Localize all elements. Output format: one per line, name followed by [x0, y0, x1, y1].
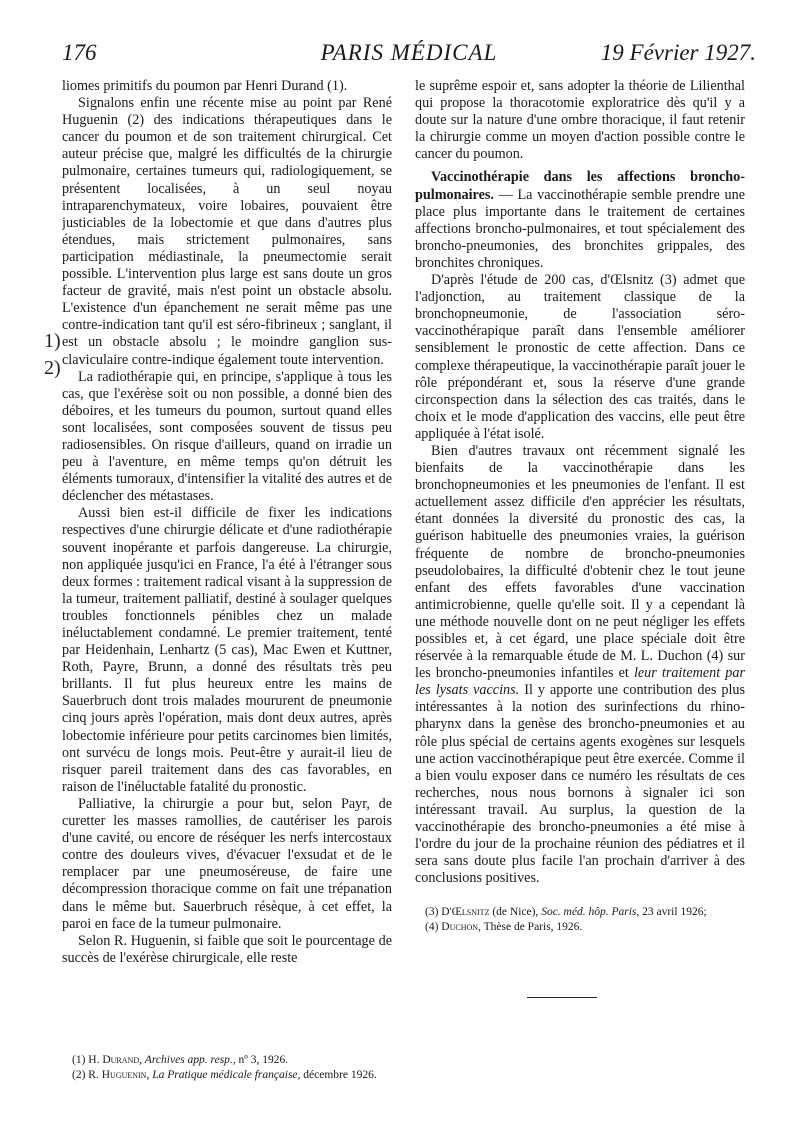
footnote-1: (1) H. Durand, Archives app. resp., nº 3, 1926. [72, 1054, 289, 1066]
issue-date: 19 Février 1927. [600, 40, 756, 65]
paragraph: Bien d'autres travaux ont récemment signalé les bienfaits de la vaccinothérapie dans les bronchopneumonies et les pneumonies de l'enfant. Il est actuellement assez difficile d'en apprécier les résultats, étant données la diversité du pronostic des cas, la guérison habituelle des pneumonies vraies, la guérison fréquente de nombre de broncho-pneumonies pseudolobaires, la difficulté d'obtenir chez le tout jeune enfant des effets favorables d'une vaccination antimicrobienne, quelle qu'elle soit. Il y a cependant là une méthode nouvelle dont on ne peut négliger les effets possibles et, à cet égard, une place spéciale doit être réservée à la remarquable étude de M. L. Duchon (4) sur les broncho-pneumonies infantiles et leur traitement par les lysats vaccins. Il y apporte une contribution des plus intéressantes à la notion des surinfections du rhino-pharynx dans la genèse des broncho-pneumonies et au rôle plus spécial de certains agents exogènes sur lesquels une action vaccinothérapique peut être exercée. Comme il a bien voulu exposer dans ce numéro les résultats de ces recherches, nous nous bornons à signaler ici son intéressant travail. Au surplus, la question de la vaccinothérapie des broncho-pneumonies a été mise à l'ordre du jour de la prochaine réunion des pédiatres et il sera sans doute plus facile l'an prochain d'arriver à des conclusions positives. [415, 442, 746, 887]
paragraph: D'après l'étude de 200 cas, d'Œlsnitz (3) admet que l'adjonction, au traitement classique de la bronchopneumonie, de l'association séro-vaccinothérapique paraît dans l'ensemble améliorer sensiblement le pronostic de cette affection. Dans ce complexe thérapeutique, la vaccinothérapie paraît jouer le rôle prépondérant et, sous la réserve d'une grande circonspection dans la sélection des cas traités, dans le choix et le mode d'application des vaccins, elle peut être appliquée à l'état isolé. [415, 272, 745, 442]
paragraph: Selon R. Huguenin, si faible que soit le pourcentage de succès de l'exérèse chirurgicale, elle reste [62, 932, 392, 966]
paragraph: liomes primitifs du poumon par Henri Durand (1). [62, 78, 348, 94]
left-footnotes [62, 1053, 392, 1082]
paragraph: Palliative, la chirurgie a pour but, selon Payr, de curetter les masses ramollies, de cautériser les parois d'une cavité, ou encore de réséquer les nerfs intercostaux contre des douleurs vives, d'évacuer l'exsudat et de le remplacer par une pneumoséreuse, de faire une décompression thoracique comme on fait une trépanation dans le même but. Sauerbruch résèque, à cet effet, la paroi en face de la tumeur pulmonaire. [62, 795, 392, 932]
footnote-4: (4) Duchon, Thèse de Paris, 1926. [425, 920, 583, 933]
margin-annotation-1: 1) [44, 330, 61, 352]
journal-title: PARIS MÉDICAL [320, 40, 498, 65]
paragraph: Signalons enfin une récente mise au point par René Huguenin (2) des indications thérapeutiques dans le cancer du poumon et de son traitement chirurgical. Cet auteur précise que, malgré les difficultés de la chirurgie pulmonaire, certaines tumeurs qui, radiologiquement, se présentent localisées, à un seul noyau intraparenchymateux, voire lobaires, pouvaient être justiciables de la lobectomie et que dans d'autres plus étendues, mais strictement pulmonaires, sans participation médiastinale, la pneumectomie serait possible. L'intervention plus large est sans doute un gros facteur de gravité, mais n'est point un obstacle absolu. L'existence d'un épanchement ne serait même pas une contre-indication tant qu'il est séro-fibrineux ; sanglant, il est un obstacle absolu ; le moindre ganglion sus-claviculaire contre-indique également toute intervention. [62, 95, 392, 368]
paragraph: le suprême espoir et, sans adopter la théorie de Lilienthal qui propose la thoracotomie exploratrice dès qu'il y a doute sur la nature d'une ombre thoracique, il faut retenir la chirurgie comme un moyen d'action possible contre le cancer du poumon. [415, 78, 745, 163]
right-footnotes [415, 905, 745, 934]
section-heading: Vaccinothérapie dans les affections broncho-pulmonaires. [415, 169, 745, 203]
left-column [62, 78, 392, 1046]
footnote-3: (3) D'Œlsnitz (de Nice), Soc. méd. hôp. Paris, 23 avril 1926; [425, 906, 707, 918]
section-paragraph: Vaccinothérapie dans les affections broncho-pulmonaires. — La vaccinothérapie semble prendre une place plus importante dans le traitement de certaines affections broncho-pulmonaires, et tout spécialement des broncho-pneumonies, des bronchites grippales, des bronchites chroniques. [415, 169, 745, 271]
end-rule-divider [527, 997, 597, 998]
margin-annotation-2: 2) [44, 357, 61, 379]
paragraph: Aussi bien est-il difficile de fixer les indications respectives d'une chirurgie délicate et d'une radiothérapie souvent inopérante et parfois dangereuse. La chirurgie, non appliquée jusqu'ici en France, l'a été à l'étranger sous deux formes : traitement radical visant à la suppression de la tumeur, traitement palliatif, destiné à soulager quelques troubles fonctionnels pénibles chez un malade inéluctablement condamné. Le premier traitement, tenté par Heidenhain, Lenhartz (5 cas), Mac Ewen et Kuttner, Roth, Payre, Brunn, a donné des résultats très peu brillants. Il fut plus heureux entre les mains de Sauerbruch dont trois malades moururent de pneumonie cinq jours après l'opération, mais dont deux autres, après lobectomie inférieure pour petits carcinomes bien limités, ont survécu de longs mois. Peut-être y aurait-il lieu de risquer pareil traitement dans des cas favorables, en raison de l'inéluctable fatalité du pronostic. [62, 505, 392, 795]
footnote-2: (2) R. Huguenin, La Pratique médicale française, décembre 1926. [72, 1068, 377, 1081]
right-column [415, 78, 745, 887]
page-header [62, 40, 756, 74]
paragraph: La radiothérapie qui, en principe, s'applique à tous les cas, que l'exérèse soit ou non possible, a donné bien des déboires, et les tumeurs du poumon, surtout quand elles sont localisées, sont composées souvent de tissus peu radiosensibles. On risque d'ailleurs, quand on irradie un peu à l'aventure, en même temps qu'on détruit les éléments tumoraux, d'intensifier la vitalité des autres et de déclencher des métastases. [62, 368, 392, 505]
page-number: 176 [62, 40, 97, 65]
